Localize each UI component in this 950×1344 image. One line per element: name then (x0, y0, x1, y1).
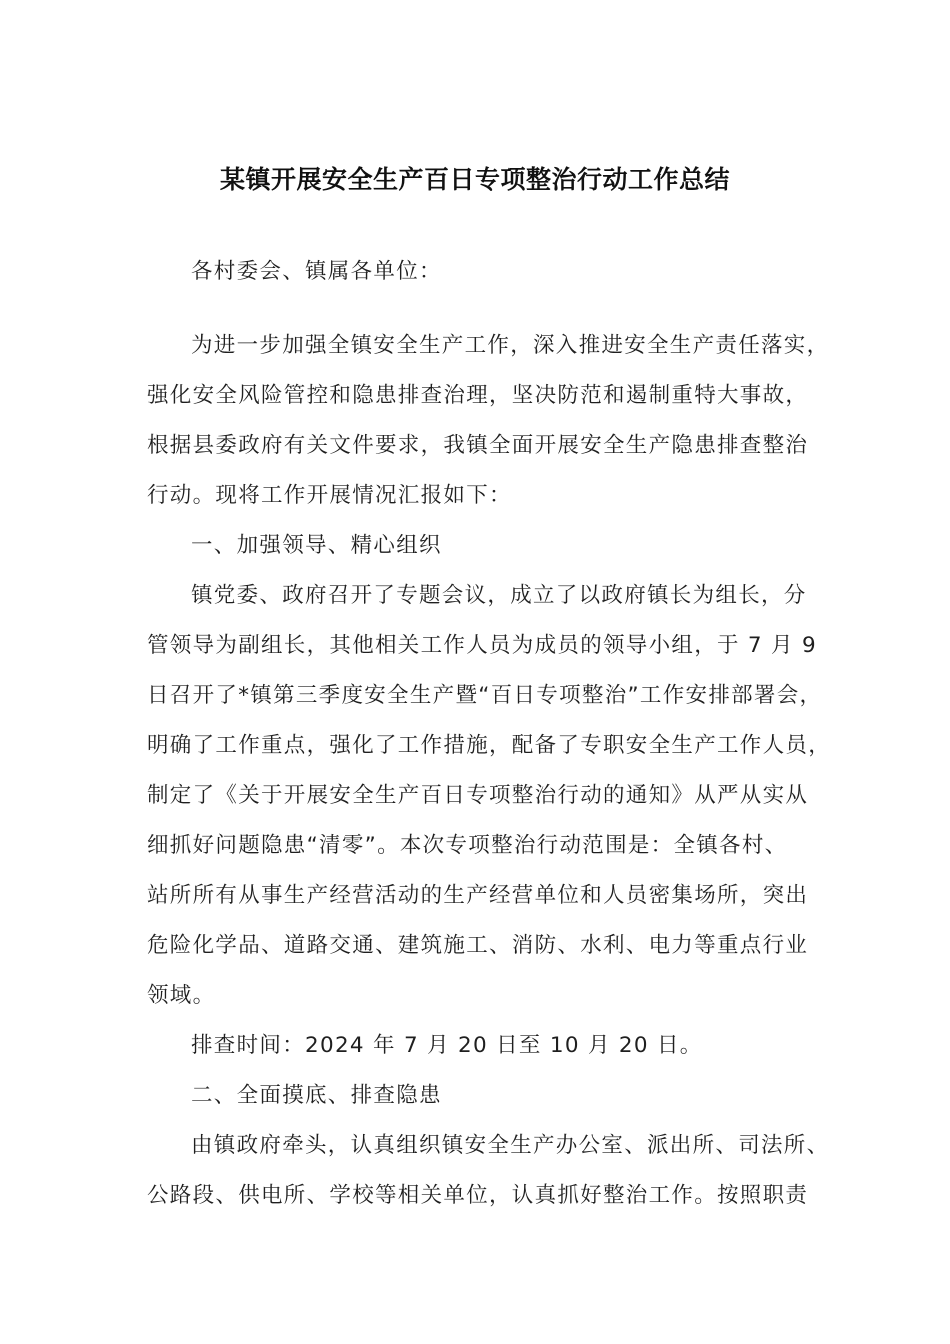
paragraph-line: 由镇政府牵头，认真组织镇安全生产办公室、派出所、司法所、 (191, 1133, 830, 1158)
paragraph-line: 管领导为副组长，其他相关工作人员为成员的领导小组，于 7 月 9 (147, 633, 817, 658)
section-heading: 一、加强领导、精心组织 (191, 533, 442, 558)
paragraph-line: 站所所有从事生产经营活动的生产经营单位和人员密集场所，突出 (147, 883, 809, 908)
paragraph-line: 危险化学品、道路交通、建筑施工、消防、水利、电力等重点行业 (147, 933, 809, 958)
paragraph-line: 公路段、供电所、学校等相关单位，认真抓好整治工作。按照职责 (147, 1183, 809, 1208)
paragraph-line: 镇党委、政府召开了专题会议，成立了以政府镇长为组长，分 (191, 583, 807, 608)
paragraph-line: 制定了《关于开展安全生产百日专项整治行动的通知》从严从实从 (147, 783, 809, 808)
paragraph-line: 根据县委政府有关文件要求，我镇全面开展安全生产隐患排查整治 (147, 433, 809, 458)
paragraph-line: 行动。现将工作开展情况汇报如下： (147, 483, 512, 508)
paragraph-line: 领域。 (147, 983, 216, 1008)
paragraph-line: 强化安全风险管控和隐患排查治理，坚决防范和遏制重特大事故， (147, 383, 809, 408)
salutation: 各村委会、镇属各单位： (191, 259, 442, 284)
paragraph-line: 细抓好问题隐患“清零”。本次专项整治行动范围是：全镇各村、 (147, 833, 788, 858)
inspection-period: 排查时间：2024 年 7 月 20 日至 10 月 20 日。 (191, 1033, 703, 1058)
document-title: 某镇开展安全生产百日专项整治行动工作总结 (219, 165, 730, 194)
paragraph-line: 为进一步加强全镇安全生产工作，深入推进安全生产责任落实， (191, 333, 830, 358)
paragraph-line: 明确了工作重点，强化了工作措施，配备了专职安全生产工作人员， (147, 733, 832, 758)
paragraph-line: 日召开了*镇第三季度安全生产暨“百日专项整治”工作安排部署会， (147, 683, 823, 708)
section-heading: 二、全面摸底、排查隐患 (191, 1083, 442, 1108)
